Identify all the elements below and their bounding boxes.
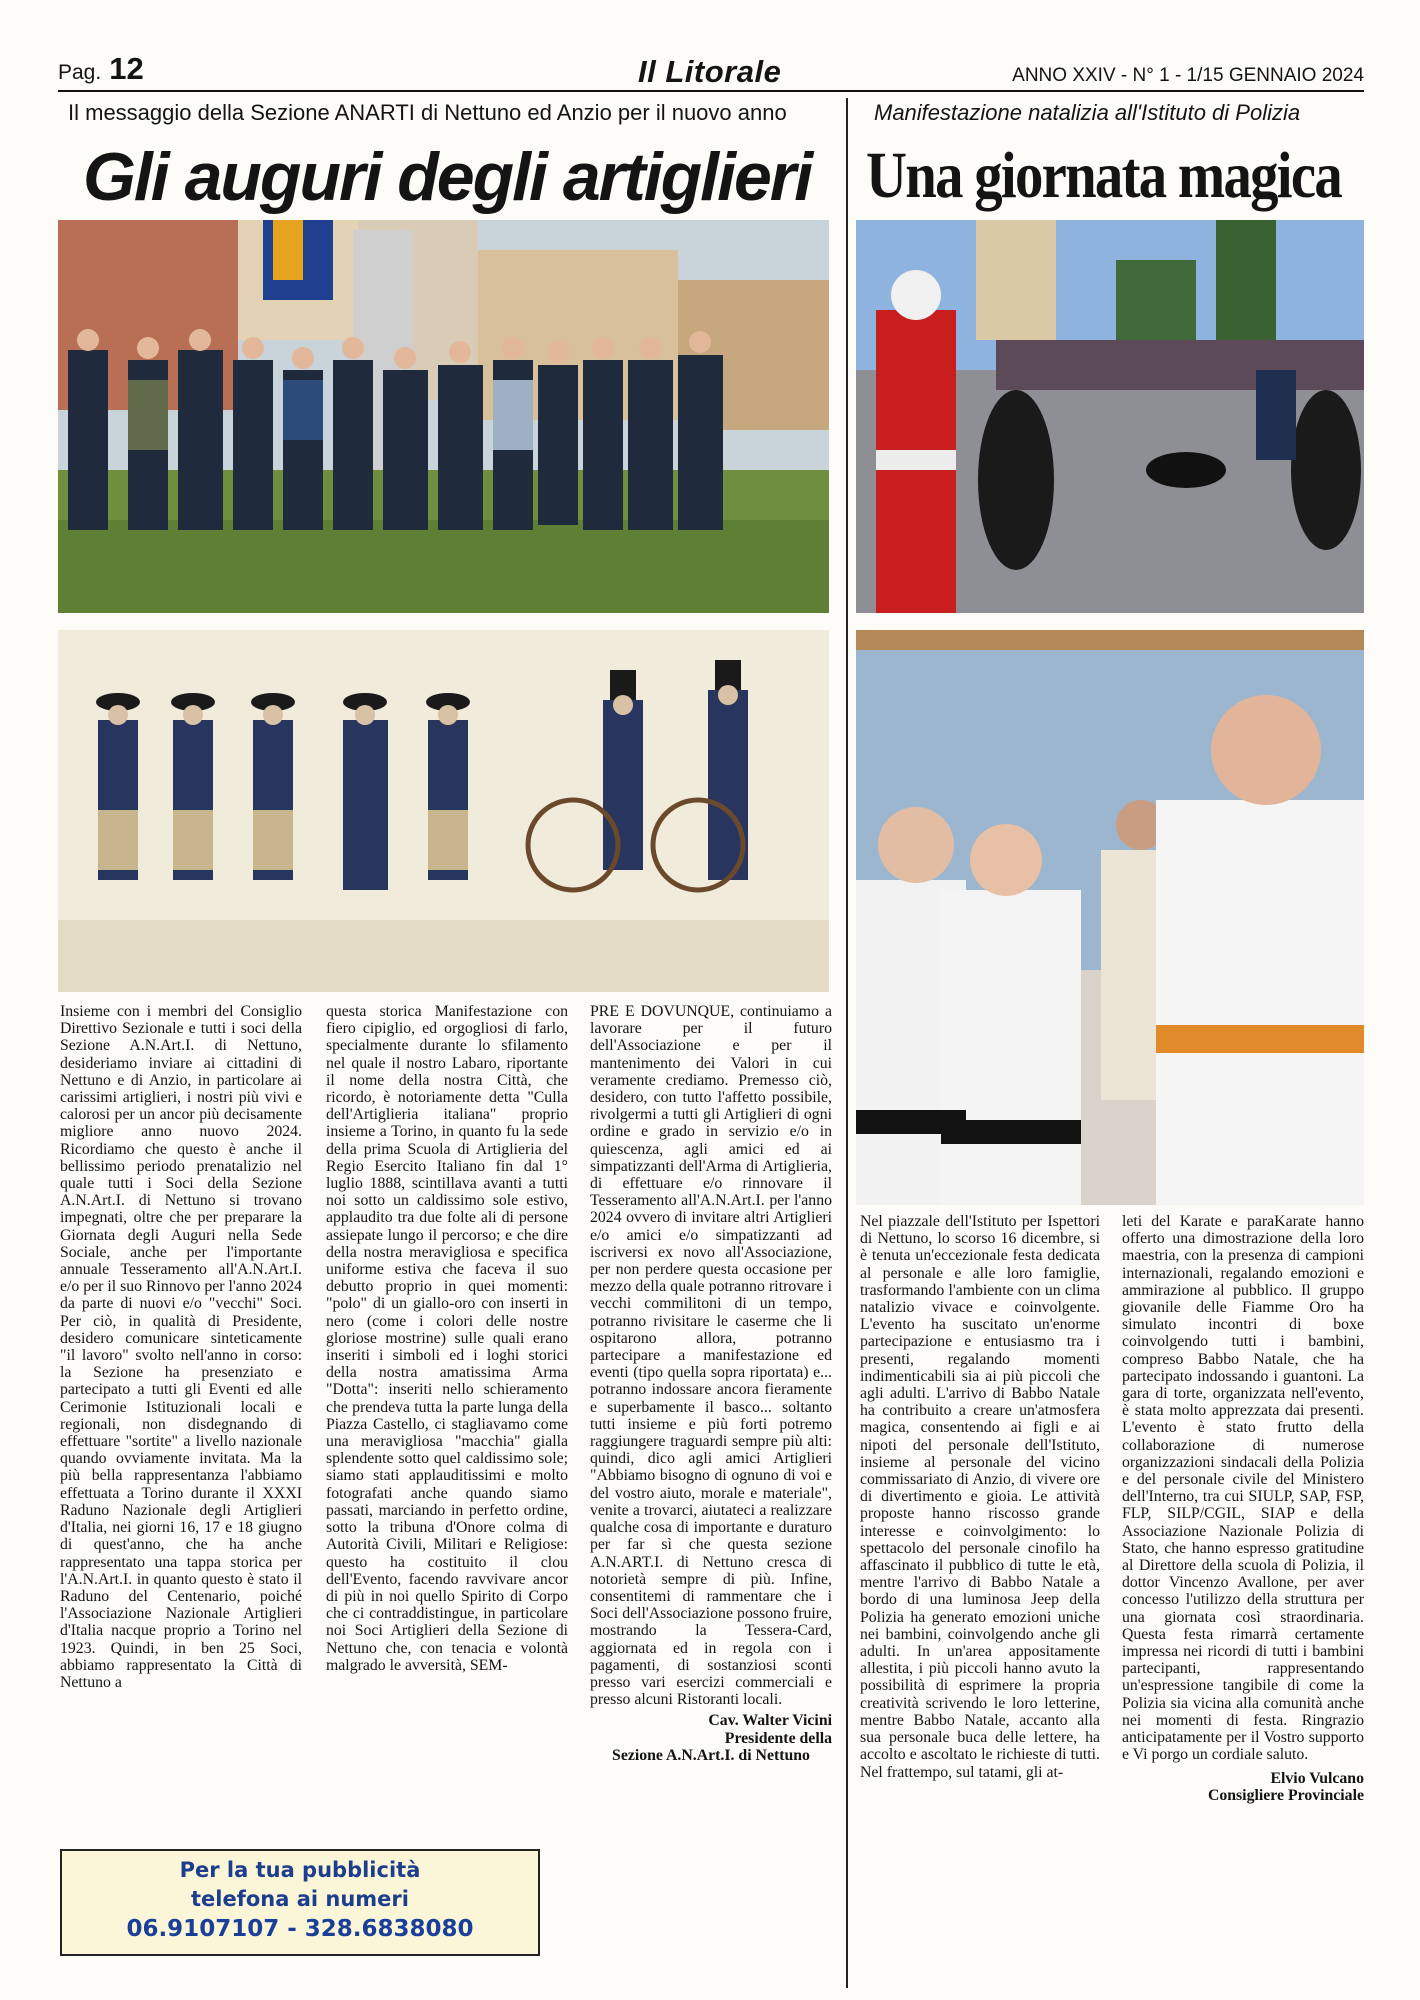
right-article-column-2: leti del Karate e paraKarate hanno offerto una dimostrazione della loro maestria, con la presenza di campioni internazionali, regalando emozioni e ammirazione al pubblico. Il gruppo giovanile delle Fiamme Oro ha simulato incontri di boxe coinvolgendo tutti i bambini, compreso Babbo Natale, che ha partecipato indossando i guantoni. La gara di torte, organizzata nell'evento, è stata molto apprezzata dai presenti. L'evento è stato frutto della collaborazione di numerose organizzazioni sindacali della Polizia e del personale civile del Ministero dell'Interno, tra cui SIULP, SAP, FSP, FLP, SILP/CGIL, SIAP e della Associazione Nazionale Polizia di Stato, che hanno espresso gratitudine al Direttore della scuola di Polizia, il dottor Vincenzo Avallone, per aver concesso l'utilizzo della struttura per una giornata così straordinaria. Questa festa rimarrà certamente impressa nei ricordi di tutti i bambini partecipanti, rappresentando un'espressione tangibile di come la Polizia sia vicina alla comunità anche nei momenti di festa. Ringrazio anticipatamente per il Vostro supporto e Vi porgo un cordiale saluto. Elvio Vulcano Consigliere Provinciale [1122,1213,1364,1804]
right-headline: Una giornata magica [866,139,1341,212]
left-signature-section: Sezione A.N.Art.I. di Nettuno [612,1746,810,1764]
santa-and-police-dog-photo [856,220,1364,613]
page-header [58,51,1364,92]
right-kicker: Manifestazione natalizia all'Istituto di Polizia [874,100,1301,125]
karate-athletes-photo [856,630,1364,1205]
artillerymen-group-photo [58,220,829,613]
right-signature-name: Elvio Vulcano [1270,1769,1364,1787]
left-article-column-3: PRE E DOVUNQUE, continuiamo a lavorare per il futuro dell'Associazione e per il mantenimento dei Valori in cui veramente crediamo. Premesso ciò, desidero, con tutto l'affetto possibile, rivolgermi a tutti gli Artiglieri di ogni ordine e grado in servizio e/o in quiescenza, agli amici ed ai simpatizzanti dell'Arma di Artiglieria, di effettuare e/o rinnovare il Tesseramento all'A.N.Art.I. per l'anno 2024 ovvero di invitare altri Artiglieri e/o amici e/o simpatizzanti ad iscriversi ex novo all'Associazione, per non perdere questa occasione per mezzo della quale potranno ritrovare i vecchi commilitoni di un tempo, potranno rivisitare le caserme che li ospitarono allora, potranno partecipare a manifestazione ed eventi (tipo quella sopra riportata) e... potranno indossare ancora fieramente e superbamente il basco... soltanto tutti insieme e più forti potremo raggiungere traguardi sempre più alti: quindi, dico agli amici Artiglieri "Abbiamo bisogno di ognuno di voi e del vostro aiuto, morale e materiale", venite a trovarci, aiutateci a realizzare qualche cosa di importante e duraturo per far sì che questa sezione A.N.ART.I. di Nettuno cresca di notorietà sempre di più. Infine, consentitemi di rammentare che i Soci dell'Associazione possono fruire, mostrando la Tessera-Card, aggiornata ed in regola con i pagamenti, di sostanziosi sconti presso vari esercizi commerciali e presso alcuni Ristoranti locali. Cav. Walter Vicini Presidente della Sezione A.N.Art.I. di Nettuno [590,1003,832,1764]
left-headline: Gli auguri degli artiglieri [83,139,812,215]
left-article-column-2: questa storica Manifestazione con fiero cipiglio, ed orgogliosi di farlo, specialmente durante lo sfilamento nel quale il nostro Labaro, riportante il nome della nostra Città, che ricordo, è notoriamente detta "Culla dell'Artiglieria italiana" proprio insieme a Torino, in quanto fu la sede della prima Scuola di Artiglieria del Regio Esercito Italiano fin dal 1° luglio 1888, scintillava avanti a tutti noi sotto un caldissimo sole estivo, applaudito tra due folte ali di persone assiepate lungo il percorso; e che dire della nostra meravigliosa e specifica uniforme estiva che faceva il suo debutto proprio in quei momenti: "polo" di un giallo-oro con inserti in nero (come i colori delle nostre gloriose mostrine) sulle quali erano inseriti i simboli ed i loghi storici della nostra amatissima Arma "Dotta": inseriti nello schieramento che prendeva tutta la parte lunga della Piazza Castello, ci stagliavamo come una meravigliosa "macchia" gialla splendente sotto quel caldissimo sole; siamo stati applauditissimi e molto fotografati anche quando siamo passati, marciando in perfetto ordine, sotto la tribuna d'Onore colma di Autorità Civili, Militari e Religiose: questo ha costituito il clou dell'Evento, facendo ravvivare ancor di più in noi quello Spirito di Corpo che ci contraddistingue, in particolare noi Soci Artiglieri della Sezione di Nettuno che, con tenacia e volontà malgrado le avversità, SEM- [326,1003,568,1674]
left-signature-role: Presidente della [724,1729,832,1747]
historical-uniforms-illustration [58,630,829,992]
left-signature-name: Cav. Walter Vicini [708,1712,832,1730]
right-article-column-1: Nel piazzale dell'Istituto per Ispettori di Nettuno, lo scorso 16 dicembre, si è tenuta un'eccezionale festa dedicata al personale e alle loro famiglie, trasformando l'ambiente con un clima natalizio vivace e coinvolgente. L'evento ha suscitato un'enorme partecipazione e entusiasmo tra i presenti, regalando momenti indimenticabili sia ai più piccoli che agli adulti. L'arrivo di Babbo Natale ha contribuito a creare un'atmosfera magica, consentendo ai figli e ai nipoti del personale dell'Istituto, insieme al personale del vicino commissariato di Anzio, di vivere ore di divertimento e gioia. Le attività proposte hanno riscosso grande interesse e coinvolgimento: lo spettacolo del personale cinofilo ha affascinato il pubblico di tutte le età, mentre l'arrivo di Babbo Natale a bordo di una luminosa Jeep della Polizia ha generato emozioni uniche nei bambini, coinvolgendo anche gli adulti. In un'area appositamente allestita, i più piccoli hanno avuto la possibilità di esprimere la propria creatività scrivendo le loro letterine, mentre Babbo Natale, accanto alla sua personale buca delle lettere, ha accolto e ascoltato le richieste di tutti. Nel frattempo, sul tatami, gli at- [860,1213,1100,1781]
advertising-box [60,1849,540,1956]
left-kicker: Il messaggio della Sezione ANARTI di Nettuno ed Anzio per il nuovo anno [68,100,787,125]
left-article-column-1: Insieme con i membri del Consiglio Direttivo Sezionale e tutti i soci della Sezione A.N.Art.I. di Nettuno, desideriamo inviare ai cittadini di Nettuno e di Anzio, in particolare ai carissimi artiglieri, i nostri più vivi e calorosi per un ancor più decisamente migliore anno nuovo 2024. Ricordiamo che questo è anche il bellissimo periodo prenatalizio nel quale tutti i Soci della Sezione A.N.Art.I. di Nettuno si trovano impegnati, oltre che per preparare la Giornata degli Auguri nella Sede Sociale, anche per l'importante annuale Tesseramento all'A.N.Art.I. e/o per il suo Rinnovo per l'anno 2024 da parte di nuovi e/o "vecchi" Soci. Per ciò, in qualità di Presidente, desidero comunicare sinteticamente "il lavoro" svolto nell'anno in corso: la Sezione ha presenziato e partecipato a tutti gli Eventi ed alle Cerimonie Istituzionali locali e regionali, non disdegnando di effettuare "sortite" a livello nazionale quando ovviamente invitata. Ma la più bella rappresentanza l'abbiamo effettuata a Torino durante il XXXI Raduno Nazionale degli Artiglieri d'Italia, nei giorni 16, 17 e 18 giugno di quest'anno, che ha anche rappresentato una tappa storica per l'A.N.Art.I. in quanto questo è stato il Raduno del Centenario, poiché l'Associazione Nazionale Artiglieri d'Italia nacque proprio a Torino nel 1923. Quindi, in ben 25 Soci, abbiamo rappresentato la Città di Nettuno a [60,1003,302,1691]
column-divider [846,98,848,1988]
advert-line-2: telefona ai numeri [191,1887,409,1911]
masthead: Il Litorale [638,54,782,89]
right-signature-role: Consigliere Provinciale [1207,1786,1364,1804]
issue-date: ANNO XXIV - N° 1 - 1/15 GENNAIO 2024 [1012,65,1364,86]
advert-line-1: Per la tua pubblicità [179,1858,421,1882]
advert-phone-numbers: 06.9107107 - 328.6838080 [126,1916,474,1942]
page-number: Pag. 12 [58,51,144,86]
